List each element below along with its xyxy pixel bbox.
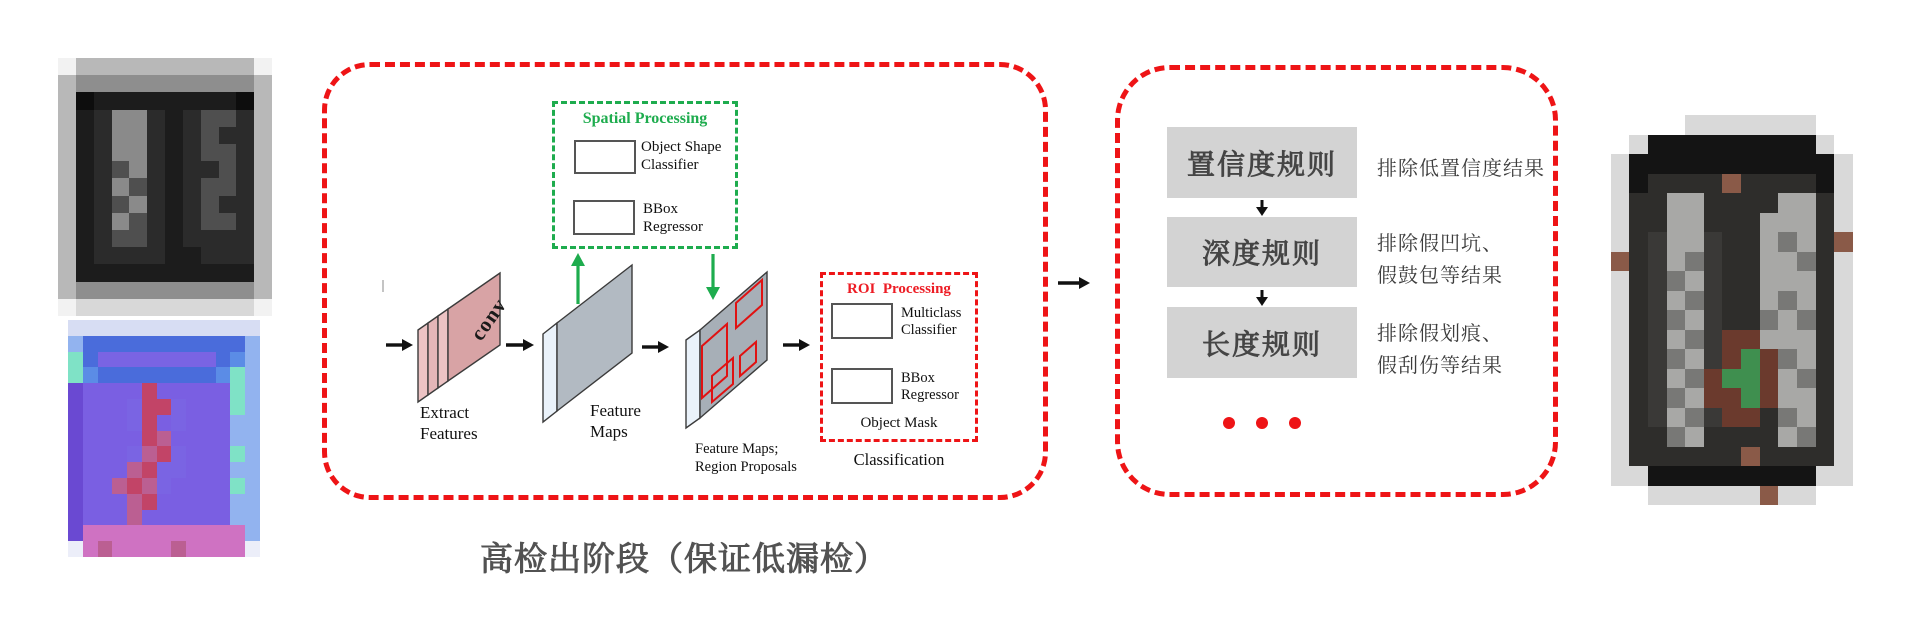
classification-label: Classification (853, 450, 945, 469)
spatial-processing-title: Spatial Processing (582, 110, 708, 127)
rules-panel (1115, 65, 1558, 497)
feature-maps-label: Feature Maps (590, 401, 641, 442)
spatial-bbox-regressor-label: BBox Regressor (643, 201, 703, 235)
rule-confidence: 置信度规则 (1167, 127, 1357, 198)
rule-confidence-note: 排除低置信度结果 (1377, 158, 1545, 180)
object-mask-label: Object Mask (860, 415, 938, 431)
stage-caption: 高检出阶段（保证低漏检） (480, 540, 888, 577)
down-arrow-icon (1255, 290, 1269, 306)
rule-depth: 深度规则 (1167, 217, 1357, 287)
rule-length: 长度规则 (1167, 307, 1357, 378)
feature-maps-slab (543, 265, 632, 422)
object-shape-classifier-label: Object Shape Classifier (641, 139, 722, 173)
roi-processing-title: ROI Processing (847, 281, 951, 297)
rule-depth-note: 排除假凹坑、 假鼓包等结果 (1377, 233, 1503, 287)
conv-label: conv (465, 293, 512, 345)
spatial-down-arrow (706, 254, 720, 300)
region-proposals-label: Feature Maps; Region Proposals (695, 441, 797, 476)
rule-length-note: 排除假划痕、 假刮伤等结果 (1377, 323, 1503, 377)
roi-bbox-regressor-label: BBox Regressor (901, 370, 959, 404)
down-arrow-icon (1255, 200, 1269, 216)
extract-features-label: Extract Features (420, 403, 478, 444)
multiclass-classifier-label: Multiclass Classifier (901, 305, 962, 339)
spatial-up-arrow (571, 253, 585, 304)
